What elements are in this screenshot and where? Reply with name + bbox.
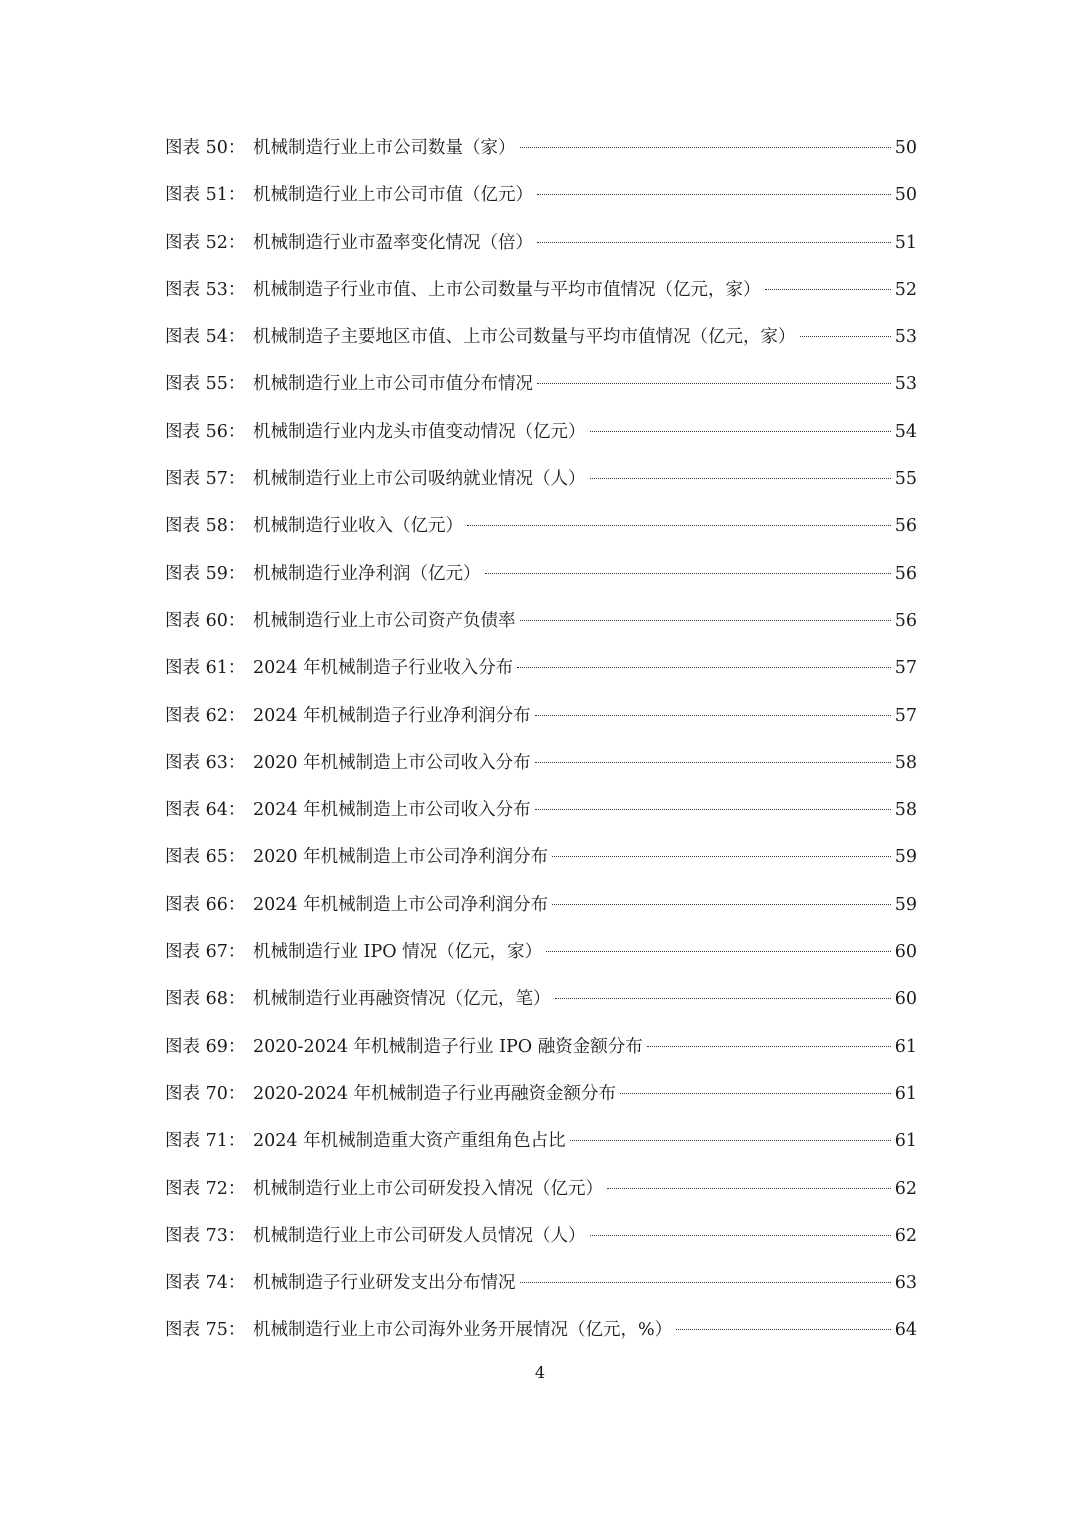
toc-entry-label: 图表 75： <box>165 1320 246 1341</box>
toc-entry[interactable] <box>165 317 917 364</box>
toc-entry-title: 机械制造行业上市公司研发人员情况（人） <box>253 1225 586 1246</box>
toc-entry-title: 机械制造行业上市公司市值（亿元） <box>253 185 533 206</box>
dot-leader <box>485 573 892 574</box>
toc-entry[interactable] <box>165 932 917 979</box>
toc-entry-label: 图表 53： <box>165 279 246 300</box>
toc-entry-label: 图表 50： <box>165 138 246 158</box>
toc-entry-page: 51 <box>894 232 917 253</box>
toc-entry-label: 图表 55： <box>165 374 246 395</box>
toc-entry[interactable] <box>165 1074 917 1121</box>
toc-entry-title: 2024 年机械制造子行业净利润分布 <box>253 705 531 726</box>
toc-entry-page: 61 <box>894 1036 917 1057</box>
dot-leader <box>676 1329 891 1330</box>
toc-entry-page: 58 <box>894 752 917 773</box>
toc-entry[interactable] <box>165 1027 917 1074</box>
toc-entry-page: 60 <box>894 989 917 1010</box>
toc-entry-page: 56 <box>894 610 917 631</box>
toc-entry-page: 61 <box>894 1083 917 1104</box>
toc-entry[interactable] <box>165 1121 917 1168</box>
toc-entry-label: 图表 65： <box>165 847 246 868</box>
dot-leader <box>765 289 892 290</box>
page-number: 4 <box>534 1363 546 1382</box>
toc-entry[interactable] <box>165 223 917 270</box>
toc-entry-label: 图表 68： <box>165 989 246 1010</box>
toc-entry[interactable] <box>165 506 917 553</box>
toc-entry-title: 2020 年机械制造上市公司收入分布 <box>253 752 531 773</box>
toc-entry-title: 2024 年机械制造上市公司收入分布 <box>253 800 531 821</box>
toc-entry-page: 60 <box>894 942 917 963</box>
toc-entry-label: 图表 52： <box>165 232 246 253</box>
toc-entry[interactable] <box>165 696 917 743</box>
toc-entry[interactable] <box>165 601 917 648</box>
dot-leader <box>590 431 892 432</box>
toc-entry[interactable] <box>165 648 917 695</box>
toc-entry[interactable] <box>165 790 917 837</box>
toc-entry[interactable] <box>165 459 917 506</box>
dot-leader <box>535 715 891 716</box>
toc-entry-page: 61 <box>894 1131 917 1152</box>
toc-entry-label: 图表 51： <box>165 185 246 206</box>
toc-entry-title: 2020-2024 年机械制造子行业 IPO 融资金额分布 <box>253 1036 643 1057</box>
toc-entry-label: 图表 56： <box>165 421 246 442</box>
toc-entry-title: 机械制造行业再融资情况（亿元，笔） <box>253 989 551 1010</box>
toc-entry-label: 图表 64： <box>165 800 246 821</box>
toc-entry[interactable] <box>165 128 917 175</box>
toc-entry-title: 机械制造行业 IPO 情况（亿元，家） <box>253 942 543 963</box>
toc-entry-title: 机械制造子行业市值、上市公司数量与平均市值情况（亿元，家） <box>253 279 761 300</box>
toc-entry-page: 54 <box>894 421 917 442</box>
dot-leader <box>537 194 891 195</box>
toc-entry-page: 63 <box>894 1273 917 1294</box>
toc-entry-label: 图表 70： <box>165 1083 246 1104</box>
toc-entry-page: 58 <box>894 800 917 821</box>
dot-leader <box>537 242 891 243</box>
toc-entry-page: 56 <box>894 563 917 584</box>
toc-entry-label: 图表 67： <box>165 942 246 963</box>
toc-entry[interactable] <box>165 270 917 317</box>
toc-entry-title: 2024 年机械制造重大资产重组角色占比 <box>253 1131 566 1152</box>
dot-leader <box>552 904 891 905</box>
toc-entry-label: 图表 73： <box>165 1225 246 1246</box>
toc-entry-label: 图表 57： <box>165 469 246 490</box>
toc-entry[interactable] <box>165 1169 917 1216</box>
toc-entry-title: 机械制造行业内龙头市值变动情况（亿元） <box>253 421 586 442</box>
toc-entry[interactable] <box>165 979 917 1026</box>
toc-entry[interactable] <box>165 885 917 932</box>
toc-entry-page: 53 <box>894 374 917 395</box>
toc-entry-title: 2024 年机械制造子行业收入分布 <box>253 658 514 679</box>
toc-entry-label: 图表 60： <box>165 610 246 631</box>
dot-leader <box>520 1282 892 1283</box>
toc-entry[interactable] <box>165 554 917 601</box>
dot-leader <box>570 1140 891 1141</box>
toc-entry-title: 机械制造行业收入（亿元） <box>253 516 463 537</box>
toc-entry-page: 62 <box>894 1225 917 1246</box>
toc-entry-label: 图表 61： <box>165 658 246 679</box>
toc-entry[interactable] <box>165 837 917 884</box>
toc-entry-title: 机械制造行业上市公司研发投入情况（亿元） <box>253 1178 603 1199</box>
toc-entry-label: 图表 74： <box>165 1273 246 1294</box>
toc-entry-title: 2020-2024 年机械制造子行业再融资金额分布 <box>253 1083 617 1104</box>
toc-entry[interactable] <box>165 412 917 459</box>
table-of-figures <box>165 128 917 1358</box>
dot-leader <box>517 667 891 668</box>
toc-entry-page: 57 <box>894 658 917 679</box>
dot-leader <box>537 383 891 384</box>
toc-entry-label: 图表 62： <box>165 705 246 726</box>
toc-entry[interactable] <box>165 1310 917 1357</box>
toc-entry-title: 机械制造行业上市公司海外业务开展情况（亿元，%） <box>253 1320 673 1341</box>
toc-entry[interactable] <box>165 743 917 790</box>
dot-leader <box>520 147 892 148</box>
dot-leader <box>467 525 891 526</box>
dot-leader <box>800 336 892 337</box>
toc-entry-label: 图表 72： <box>165 1178 246 1199</box>
toc-entry-label: 图表 58： <box>165 516 246 537</box>
dot-leader <box>590 1235 892 1236</box>
toc-entry-title: 2020 年机械制造上市公司净利润分布 <box>253 847 549 868</box>
toc-entry[interactable] <box>165 364 917 411</box>
dot-leader <box>607 1188 891 1189</box>
toc-entry-title: 机械制造行业上市公司数量（家） <box>253 138 516 158</box>
toc-entry-page: 57 <box>894 705 917 726</box>
toc-entry-page: 50 <box>894 138 917 158</box>
toc-entry-title: 机械制造行业市盈率变化情况（倍） <box>253 232 533 253</box>
toc-entry-label: 图表 63： <box>165 752 246 773</box>
toc-entry-label: 图表 54： <box>165 327 246 348</box>
dot-leader <box>555 998 892 999</box>
dot-leader <box>520 620 892 621</box>
toc-entry-page: 62 <box>894 1178 917 1199</box>
dot-leader <box>535 762 891 763</box>
dot-leader <box>620 1093 891 1094</box>
toc-entry-page: 50 <box>894 185 917 206</box>
toc-entry[interactable] <box>165 1216 917 1263</box>
toc-entry-title: 机械制造行业上市公司资产负债率 <box>253 610 516 631</box>
dot-leader <box>647 1046 891 1047</box>
toc-entry-title: 2024 年机械制造上市公司净利润分布 <box>253 894 549 915</box>
toc-entry-title: 机械制造子主要地区市值、上市公司数量与平均市值情况（亿元，家） <box>253 327 796 348</box>
toc-entry-page: 56 <box>894 516 917 537</box>
toc-entry-label: 图表 66： <box>165 894 246 915</box>
toc-entry-page: 55 <box>894 469 917 490</box>
toc-entry-page: 59 <box>894 847 917 868</box>
toc-entry-label: 图表 69： <box>165 1036 246 1057</box>
toc-entry-label: 图表 71： <box>165 1131 246 1152</box>
toc-entry-page: 64 <box>894 1320 917 1341</box>
toc-entry-page: 52 <box>894 279 917 300</box>
toc-entry-title: 机械制造行业上市公司吸纳就业情况（人） <box>253 469 586 490</box>
toc-entry[interactable] <box>165 1263 917 1310</box>
dot-leader <box>590 478 892 479</box>
dot-leader <box>546 951 891 952</box>
toc-entry-title: 机械制造行业净利润（亿元） <box>253 563 481 584</box>
toc-entry-page: 59 <box>894 894 917 915</box>
dot-leader <box>552 856 891 857</box>
toc-entry-title: 机械制造子行业研发支出分布情况 <box>253 1273 516 1294</box>
toc-entry-title: 机械制造行业上市公司市值分布情况 <box>253 374 533 395</box>
toc-entry-label: 图表 59： <box>165 563 246 584</box>
dot-leader <box>535 809 891 810</box>
toc-entry-page: 53 <box>894 327 917 348</box>
toc-entry[interactable] <box>165 175 917 222</box>
